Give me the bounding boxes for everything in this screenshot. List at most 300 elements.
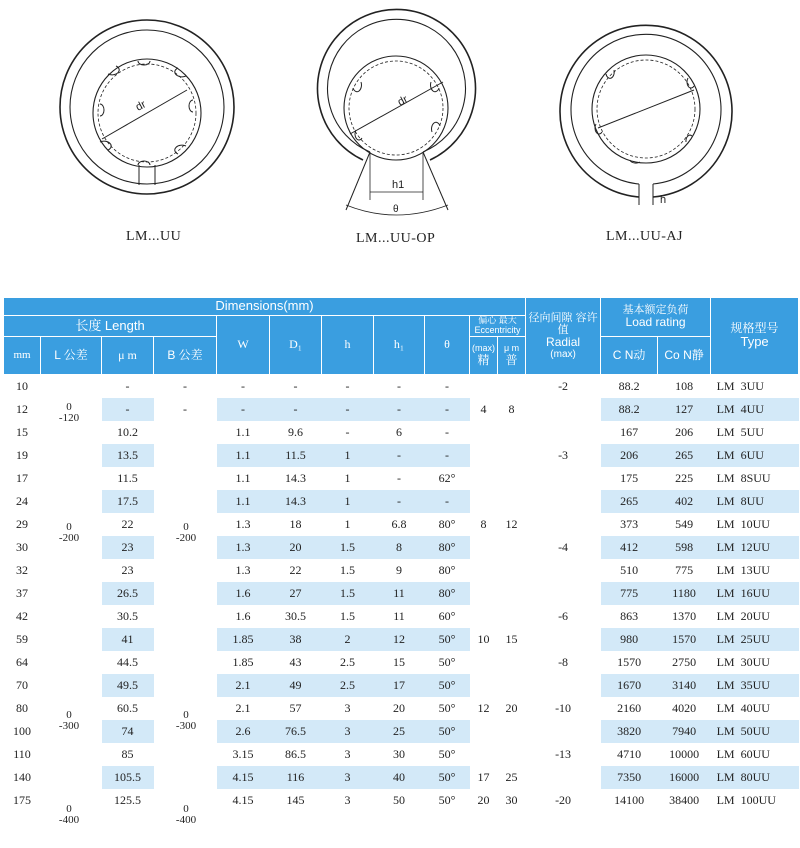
cell-l-tol xyxy=(41,628,102,651)
header-type-cn: 规格型号 xyxy=(730,321,779,336)
cell-w: - xyxy=(241,378,245,393)
cell-radial xyxy=(526,674,601,697)
cell-c0: 402 xyxy=(658,490,711,513)
cell-um: 105.5 xyxy=(102,766,154,789)
tolerance-b-2 xyxy=(173,710,199,732)
cell-theta: 80° xyxy=(425,582,470,605)
cell-b xyxy=(154,651,217,674)
cell-c: 175 xyxy=(620,470,639,485)
cell-en xyxy=(498,421,526,444)
cell-theta: - xyxy=(425,490,470,513)
header-eccentricity-en: Eccentricity xyxy=(474,324,521,335)
cell-d1: 22 xyxy=(289,562,302,577)
header-length: 长度 Length xyxy=(4,316,217,337)
cell-l-tol xyxy=(41,559,102,582)
cell-c: 2160 xyxy=(617,700,642,715)
header-radial-max: (max) xyxy=(550,349,576,361)
header-c0-static: Co N静 xyxy=(658,336,711,374)
cell-w: - xyxy=(217,398,270,421)
header-h1: h₁ xyxy=(374,316,425,375)
cell-mm: 12 xyxy=(16,401,28,416)
diagram-lm-uu xyxy=(60,20,234,194)
cell-c: 167 xyxy=(620,424,639,439)
cell-type: LM 35UU xyxy=(711,674,799,697)
cell-ep xyxy=(470,490,498,513)
header-load xyxy=(601,298,711,337)
cell-h1: - xyxy=(397,378,401,393)
cell-b: - xyxy=(183,378,187,393)
cell-theta: - xyxy=(445,378,449,393)
table-row xyxy=(4,398,799,421)
cell-b xyxy=(154,766,217,789)
diagram-lm-uu-op-dr: dr xyxy=(395,93,411,109)
cell-en xyxy=(498,536,526,559)
cell-c: 1570 xyxy=(617,654,642,669)
cell-h: 3 xyxy=(344,792,351,807)
cell-d1: 18 xyxy=(289,516,302,531)
cell-en: 15 xyxy=(505,631,518,646)
cell-en xyxy=(498,720,526,743)
cell-theta: 50° xyxy=(425,628,470,651)
cell-h1: 50 xyxy=(393,792,405,807)
cell-l-tol xyxy=(41,766,102,789)
cell-c0: 7940 xyxy=(658,720,711,743)
cell-b xyxy=(154,444,217,467)
table-row xyxy=(4,444,799,467)
cell-h: 1.5 xyxy=(340,562,355,577)
tolerance-l-2-bottom: -200 xyxy=(58,532,80,544)
cell-d1: 9.6 xyxy=(288,424,303,439)
cell-h1: - xyxy=(374,444,425,467)
cell-mm: 64 xyxy=(16,654,28,669)
header-b-tol: B 公差 xyxy=(154,336,217,374)
cell-b xyxy=(154,605,217,628)
cell-theta: - xyxy=(425,398,470,421)
cell-ep: 4 xyxy=(480,401,487,416)
cell-en xyxy=(498,674,526,697)
cell-radial xyxy=(526,720,601,743)
cell-h1: 30 xyxy=(393,746,405,761)
cell-radial: -3 xyxy=(558,447,569,462)
cell-b xyxy=(154,743,217,766)
cell-c: 88.2 xyxy=(618,378,640,393)
cell-c0: 225 xyxy=(675,470,694,485)
cell-ep xyxy=(470,421,498,444)
cell-type: LM 30UU xyxy=(716,654,770,669)
cell-radial xyxy=(526,490,601,513)
cell-w: 3.15 xyxy=(232,746,254,761)
cell-c0: 3140 xyxy=(658,674,711,697)
cell-um: 30.5 xyxy=(117,608,138,623)
tolerance-l-4-top: 0 xyxy=(66,803,72,815)
cell-theta: 50° xyxy=(438,654,456,669)
table-row xyxy=(4,467,799,490)
table-row xyxy=(4,674,799,697)
cell-c0: 4020 xyxy=(672,700,697,715)
cell-mm: 29 xyxy=(16,516,28,531)
cell-h: 3 xyxy=(322,766,374,789)
cell-type: LM 13UU xyxy=(716,562,770,577)
header-eccentricity-max: (max) xyxy=(472,342,495,353)
cell-mm: 175 xyxy=(13,792,31,807)
cell-um: 23 xyxy=(121,562,134,577)
cell-theta: 50° xyxy=(438,746,456,761)
header-w: W xyxy=(217,316,270,375)
cell-type: LM 20UU xyxy=(716,608,770,623)
cell-c: 373 xyxy=(620,516,639,531)
cell-en xyxy=(498,490,526,513)
cell-radial xyxy=(526,559,601,582)
cell-um: 44.5 xyxy=(117,654,138,669)
cell-h1: 40 xyxy=(374,766,425,789)
cell-h: 3 xyxy=(322,720,374,743)
cell-c0: 10000 xyxy=(669,746,700,761)
header-um: μ m xyxy=(102,336,154,374)
cell-w: 2.1 xyxy=(217,674,270,697)
cell-en xyxy=(498,467,526,490)
table-row xyxy=(4,490,799,513)
table-row xyxy=(4,513,799,536)
cell-mm: 42 xyxy=(16,608,28,623)
cell-en: 20 xyxy=(505,700,518,715)
cell-radial xyxy=(526,582,601,605)
cell-c0: 549 xyxy=(675,516,694,531)
cell-mm: 100 xyxy=(13,723,31,738)
cell-h1: 25 xyxy=(374,720,425,743)
cell-c0: 16000 xyxy=(658,766,711,789)
cell-radial: -2 xyxy=(558,378,569,393)
cell-w: 1.3 xyxy=(235,516,251,531)
cell-d1: 116 xyxy=(270,766,322,789)
cell-h: 2.5 xyxy=(322,674,374,697)
cell-theta: 80° xyxy=(425,536,470,559)
cell-type: LM 5UU xyxy=(716,424,764,439)
cell-c0: 206 xyxy=(675,424,694,439)
cell-mm: 59 xyxy=(16,631,28,646)
cell-c: 14100 xyxy=(614,792,645,807)
table-body xyxy=(4,374,799,812)
cell-mm: 140 xyxy=(13,769,31,784)
table-row xyxy=(4,720,799,743)
diagram-lm-uu-op-theta: θ xyxy=(393,204,399,215)
cell-d1: 30.5 xyxy=(285,608,306,623)
cell-h: - xyxy=(322,398,374,421)
cell-type: LM 10UU xyxy=(716,516,770,531)
cell-theta: 80° xyxy=(438,562,456,577)
cell-ep xyxy=(470,743,498,766)
cell-en: 8 xyxy=(508,401,515,416)
cell-d1: 11.5 xyxy=(270,444,322,467)
cell-um: 60.5 xyxy=(117,700,138,715)
header-load-cn: 基本额定负荷 xyxy=(622,304,689,317)
cell-h: 3 xyxy=(344,746,351,761)
cell-um: 11.5 xyxy=(117,470,138,485)
diagram-lm-uu-dr: dr xyxy=(133,98,149,114)
table-row xyxy=(4,605,799,628)
cell-d1: 20 xyxy=(270,536,322,559)
diagram-lm-uu-op-h1: h1 xyxy=(392,179,405,191)
cell-h: 1 xyxy=(322,490,374,513)
diagram-label-lm-uu: LM...UU xyxy=(126,229,182,244)
cell-radial xyxy=(526,628,601,651)
cell-um: - xyxy=(102,398,154,421)
cell-c0: 1570 xyxy=(658,628,711,651)
header-normal-label: 普 xyxy=(505,352,518,367)
tolerance-b-3-bottom: -400 xyxy=(175,814,197,826)
cell-theta: 50° xyxy=(425,674,470,697)
cell-type: LM 100UU xyxy=(716,792,776,807)
tolerance-l-1-top: 0 xyxy=(66,401,72,413)
cell-b xyxy=(154,559,217,582)
tolerance-l-4 xyxy=(58,804,80,826)
cell-um: - xyxy=(125,378,130,393)
diagram-label-lm-uu-aj: LM...UU-AJ xyxy=(606,229,683,244)
cell-c0: 265 xyxy=(658,444,711,467)
header-eccentricity-um: μ m xyxy=(503,342,520,353)
header-eccentricity-cn: 偏心 最大 xyxy=(478,315,517,325)
tolerance-l-3-top: 0 xyxy=(66,709,72,721)
cell-h1: 11 xyxy=(374,582,425,605)
cell-um: 41 xyxy=(102,628,154,651)
table-row xyxy=(4,536,799,559)
cell-ep xyxy=(470,374,498,398)
cell-type: LM 80UU xyxy=(711,766,799,789)
cell-theta: 50° xyxy=(425,720,470,743)
cell-d1: 57 xyxy=(289,700,302,715)
cell-d1: 14.3 xyxy=(270,490,322,513)
cell-mm: 30 xyxy=(16,539,28,554)
cell-um: 85 xyxy=(121,746,134,761)
cell-um: 26.5 xyxy=(102,582,154,605)
cell-radial xyxy=(526,398,601,421)
table-header xyxy=(4,298,799,375)
cell-ep: 17 xyxy=(477,769,490,784)
tolerance-b-1-top: 0 xyxy=(183,521,189,533)
cell-l-tol xyxy=(41,421,102,444)
cell-l-tol xyxy=(41,651,102,674)
tolerance-l-4-bottom: -400 xyxy=(58,814,80,826)
cell-d1: 145 xyxy=(286,792,305,807)
cell-en xyxy=(498,559,526,582)
cell-c: 510 xyxy=(620,562,639,577)
cell-theta: 62° xyxy=(438,470,456,485)
diagram-label-lm-uu-op: LM...UU-OP xyxy=(356,231,436,246)
cell-um: 13.5 xyxy=(102,444,154,467)
cell-c: 1670 xyxy=(601,674,658,697)
cell-type: LM 16UU xyxy=(711,582,799,605)
cell-mm: 80 xyxy=(16,700,28,715)
tolerance-b-1-bottom: -200 xyxy=(175,532,197,544)
cell-h: 1.5 xyxy=(322,582,374,605)
cell-theta: - xyxy=(425,444,470,467)
cell-um: 22 xyxy=(121,516,134,531)
cell-radial: -13 xyxy=(555,746,572,761)
header-precision-label: 精 xyxy=(477,352,490,367)
tolerance-b-3-top: 0 xyxy=(183,803,189,815)
cell-en xyxy=(498,743,526,766)
cell-d1: - xyxy=(293,378,298,393)
cell-mm: 110 xyxy=(13,746,31,761)
table-row xyxy=(4,559,799,582)
cell-d1: 43 xyxy=(289,654,302,669)
cell-en: 30 xyxy=(505,792,518,807)
cell-radial: -8 xyxy=(558,654,569,669)
cell-b: - xyxy=(183,401,187,416)
cell-c: 265 xyxy=(601,490,658,513)
table-row xyxy=(4,651,799,674)
cell-ep xyxy=(470,467,498,490)
cell-c0: 108 xyxy=(675,378,694,393)
cell-b xyxy=(154,490,217,513)
header-d1: D₁ xyxy=(270,316,322,375)
header-eccentricity xyxy=(470,316,526,337)
cell-h: 1 xyxy=(322,444,374,467)
cell-radial xyxy=(526,467,601,490)
cell-h: 2.5 xyxy=(340,654,355,669)
cell-ep xyxy=(470,651,498,674)
header-precision xyxy=(470,336,498,374)
cell-mm: 32 xyxy=(16,562,28,577)
cell-theta: 50° xyxy=(438,792,456,807)
cell-w: 4.15 xyxy=(232,792,254,807)
table-row xyxy=(4,374,799,398)
cell-c0: 775 xyxy=(675,562,694,577)
cell-ep xyxy=(470,605,498,628)
cell-b xyxy=(154,674,217,697)
cell-ep xyxy=(470,674,498,697)
table-row xyxy=(4,743,799,766)
cell-theta: - xyxy=(445,424,449,439)
cell-en: 25 xyxy=(505,769,518,784)
cell-c0: 1180 xyxy=(658,582,711,605)
tolerance-b-3 xyxy=(173,804,199,826)
header-normal xyxy=(498,336,526,374)
table-row xyxy=(4,628,799,651)
cell-um: 125.5 xyxy=(114,792,141,807)
table-row xyxy=(4,697,799,720)
tolerance-l-1-bottom: -120 xyxy=(58,412,80,424)
cell-l-tol xyxy=(41,582,102,605)
cell-ep xyxy=(470,582,498,605)
cell-c: 980 xyxy=(601,628,658,651)
tolerance-b-1 xyxy=(173,522,199,544)
cell-w: 2.6 xyxy=(217,720,270,743)
cell-ep: 10 xyxy=(477,631,490,646)
tolerance-b-2-top: 0 xyxy=(183,709,189,721)
cell-c0: 598 xyxy=(658,536,711,559)
cell-h: 3 xyxy=(344,700,351,715)
cell-type: LM 4UU xyxy=(711,398,799,421)
cell-radial xyxy=(526,421,601,444)
diagram-area xyxy=(0,0,800,290)
diagram-lm-uu-aj-h: h xyxy=(660,194,667,206)
cell-ep xyxy=(470,536,498,559)
cell-radial xyxy=(526,766,601,789)
cell-h: 1 xyxy=(344,516,351,531)
cell-c: 7350 xyxy=(601,766,658,789)
header-type-en: Type xyxy=(740,334,769,350)
diagram-lm-uu-aj xyxy=(560,25,732,205)
cell-d1: - xyxy=(270,398,322,421)
cell-l-tol xyxy=(41,605,102,628)
cell-type: LM 8SUU xyxy=(716,470,771,485)
cell-b xyxy=(154,467,217,490)
cell-d1: 38 xyxy=(270,628,322,651)
cell-l-tol xyxy=(41,374,102,398)
header-radial-cn: 径向间隙 容许值 xyxy=(528,311,598,336)
cell-l-tol xyxy=(41,444,102,467)
cell-d1: 86.5 xyxy=(285,746,306,761)
cell-um: 17.5 xyxy=(102,490,154,513)
header-radial xyxy=(526,298,601,375)
cell-h1: 6.8 xyxy=(391,516,407,531)
cell-type: LM 25UU xyxy=(711,628,799,651)
cell-d1: 49 xyxy=(270,674,322,697)
cell-w: 2.1 xyxy=(235,700,251,715)
header-h: h xyxy=(322,316,374,375)
cell-radial: -10 xyxy=(555,700,572,715)
cell-theta: 50° xyxy=(425,766,470,789)
cell-l-tol xyxy=(41,467,102,490)
tolerance-l-2 xyxy=(58,522,80,544)
tolerance-l-3 xyxy=(58,710,80,732)
cell-c: 88.2 xyxy=(601,398,658,421)
header-theta: θ xyxy=(425,316,470,375)
table-row xyxy=(4,789,799,812)
cell-mm: 17 xyxy=(16,470,28,485)
cell-h1: - xyxy=(374,490,425,513)
cell-en xyxy=(498,444,526,467)
cell-c0: 2750 xyxy=(672,654,697,669)
cell-um: 10.2 xyxy=(117,424,138,439)
cell-um: 23 xyxy=(102,536,154,559)
cell-type: LM 8UU xyxy=(711,490,799,513)
cell-w: 1.3 xyxy=(235,562,251,577)
cell-w: 1.1 xyxy=(217,490,270,513)
cell-en: 12 xyxy=(505,516,518,531)
cell-d1: 27 xyxy=(270,582,322,605)
cell-mm: 24 xyxy=(16,493,28,508)
cell-ep xyxy=(470,720,498,743)
cell-h1: 11 xyxy=(393,608,405,623)
cell-d1: 76.5 xyxy=(270,720,322,743)
cell-h1: 6 xyxy=(396,424,402,439)
cell-h: 2 xyxy=(322,628,374,651)
cell-en xyxy=(498,374,526,398)
cell-d1: 14.3 xyxy=(285,470,306,485)
cell-theta: 50° xyxy=(438,700,456,715)
cell-c0: 127 xyxy=(658,398,711,421)
cell-radial xyxy=(526,513,601,536)
header-radial-en: Radial xyxy=(546,334,581,349)
cell-h: 1.5 xyxy=(322,536,374,559)
cell-l-tol xyxy=(41,674,102,697)
cell-um: 74 xyxy=(102,720,154,743)
cell-type: LM 50UU xyxy=(711,720,799,743)
tolerance-b-2-bottom: -300 xyxy=(175,720,197,732)
cell-radial: -4 xyxy=(558,539,569,554)
table-row xyxy=(4,766,799,789)
cell-radial: -6 xyxy=(558,608,569,623)
cell-ep xyxy=(470,559,498,582)
cell-c0: 38400 xyxy=(669,792,700,807)
cell-h1: 17 xyxy=(374,674,425,697)
cell-h: 1.5 xyxy=(340,608,355,623)
cell-h1: 20 xyxy=(393,700,405,715)
cell-type: LM 3UU xyxy=(716,378,764,393)
cell-c: 3820 xyxy=(601,720,658,743)
tolerance-l-1 xyxy=(58,402,80,424)
